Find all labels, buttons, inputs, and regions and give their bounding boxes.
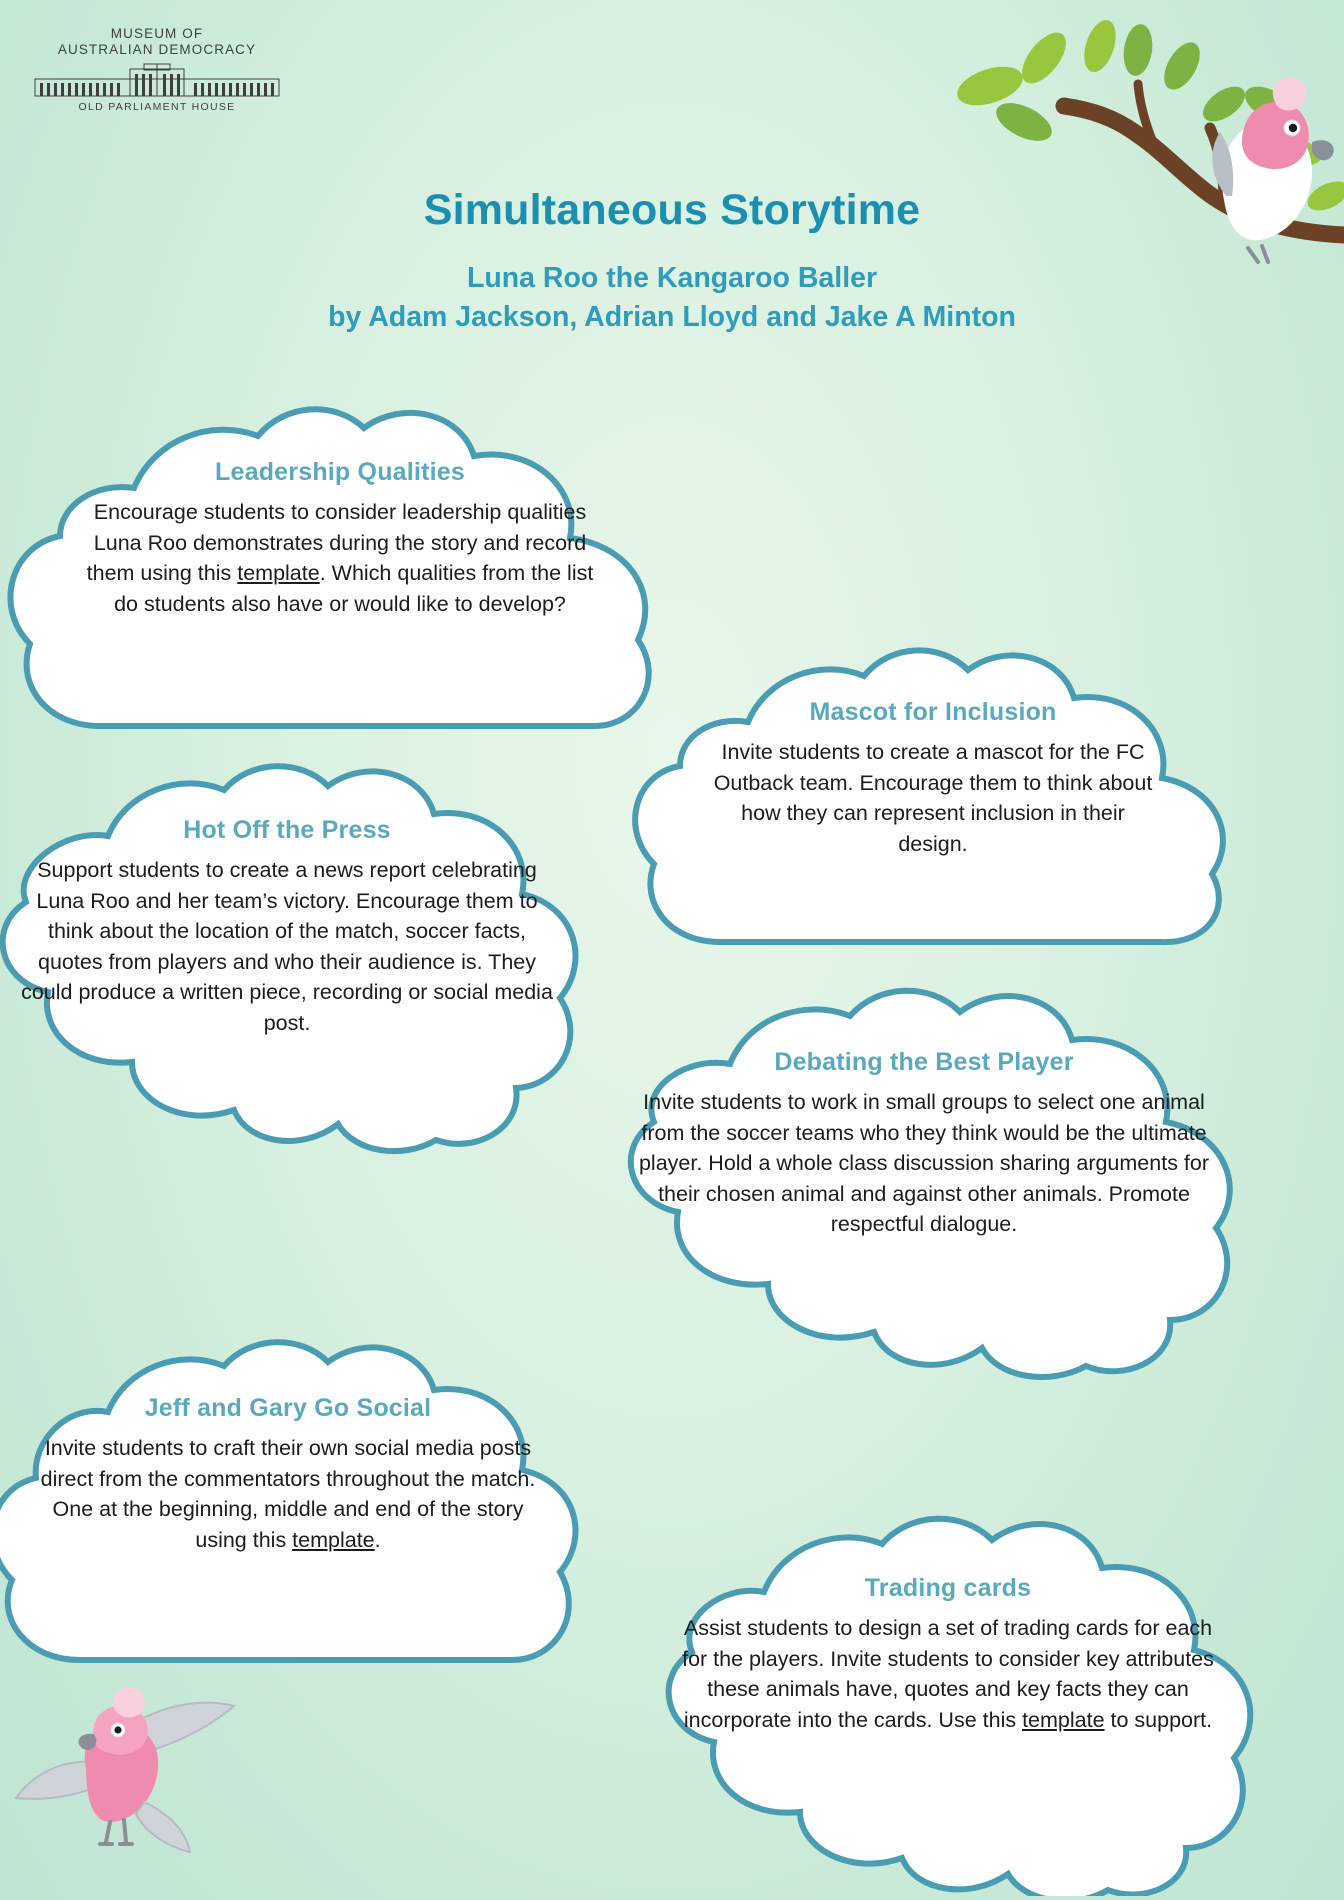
activity-card-hot-off-the-press (0, 756, 592, 1156)
title-block (0, 186, 1344, 338)
activity-title: Mascot for Inclusion (809, 698, 1057, 726)
logo-line-2: AUSTRALIAN DEMOCRACY (57, 42, 257, 57)
subtitle-line-1: Luna Roo the Kangaroo Baller (466, 262, 878, 294)
template-link[interactable]: template (1022, 1707, 1105, 1732)
page-title: Simultaneous Storytime (423, 186, 921, 234)
activity-card-jeff-and-gary-go-social (0, 1330, 590, 1680)
activity-card-leadership-qualities (4, 396, 676, 740)
template-link[interactable]: template (292, 1527, 375, 1552)
activity-card-mascot-for-inclusion (628, 636, 1238, 952)
subtitle-line-2: by Adam Jackson, Adrian Lloyd and Jake A Minton (328, 301, 1016, 334)
activity-card-debating-the-best-player (596, 980, 1252, 1380)
activity-body: Invite students to create a mascot for the FC Outback team. Encourage them to think about how they can represent inclusion in their design. (713, 740, 1153, 856)
activity-body: Invite students to work in small groups to select one animal from the soccer teams who they think would be the ultimate player. Hold a whole class discussion sharing arguments for their chosen animal and against other animals. Promote respectful dialogue. (638, 1090, 1210, 1237)
activity-body: Encourage students to consider leadership qualities Luna Roo demonstrates during the story and record them using this template. Which qualities from the list do students also have or would like to develop? (86, 500, 594, 616)
parliament-house-icon (34, 63, 280, 97)
activity-card-trading-cards (638, 1508, 1258, 1896)
activity-body: Support students to create a news report celebrating Luna Roo and her team’s victory. Encourage them to think about the location of the match, soccer facts, quotes from players and who their audience is. They could produce a written piece, recording or social media post. (21, 858, 553, 1035)
activity-title: Debating the Best Player (774, 1048, 1074, 1076)
museum-logo (32, 26, 282, 113)
galah-flying-icon (14, 1672, 254, 1872)
activity-title: Hot Off the Press (183, 816, 391, 844)
activity-body: Assist students to design a set of trading cards for each for the players. Invite students to consider key attributes these animals have, quotes and key facts they can incorporate into the cards. Use this template to support. (682, 1616, 1214, 1732)
activity-body: Invite students to craft their own social media posts direct from the commentators throughout the match. One at the beginning, middle and end of the story using this template. (40, 1436, 536, 1552)
logo-line-1: MUSEUM OF (110, 26, 204, 41)
activity-title: Leadership Qualities (215, 458, 465, 486)
template-link[interactable]: template (237, 561, 320, 586)
activity-title: Trading cards (864, 1574, 1032, 1602)
activity-title: Jeff and Gary Go Social (144, 1394, 432, 1422)
page-subtitle (0, 259, 1344, 338)
logo-line-3: OLD PARLIAMENT HOUSE (78, 101, 236, 113)
